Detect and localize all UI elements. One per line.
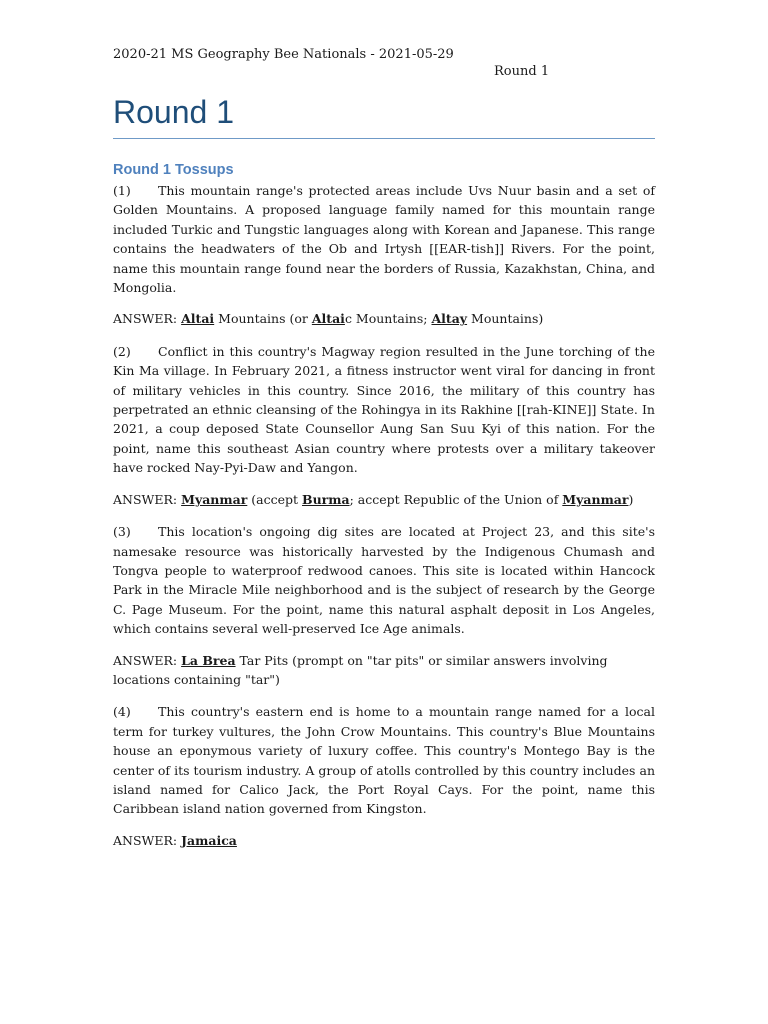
question-1 bbox=[113, 181, 655, 297]
header-event-date: 2020-21 MS Geography Bee Nationals - 2021-05-29 bbox=[113, 47, 454, 62]
question-4 bbox=[113, 702, 655, 818]
answer-note: Mountains) bbox=[467, 311, 544, 327]
answer-note: (accept bbox=[247, 491, 303, 507]
question-number: (4) bbox=[113, 704, 131, 720]
answer-3 bbox=[113, 651, 655, 690]
answer-required-part: Altay bbox=[431, 311, 468, 327]
answer-label: ANSWER: bbox=[113, 832, 182, 848]
answer-note: ; accept Republic of the Union of bbox=[349, 491, 563, 507]
answer-label: ANSWER: bbox=[113, 311, 182, 327]
answer-note: c Mountains; bbox=[344, 311, 432, 327]
header-round: Round 1 bbox=[494, 64, 550, 79]
question-number: (3) bbox=[113, 524, 131, 540]
question-text: This country's eastern end is home to a mountain range named for a local term for turkey vultures, the John Crow Mountains. This country's Blue Mountains house an eponymous variety of luxury coffee. This country's Montego Bay is the center of its tourism industry. A group of atolls controlled by this country includes an island named for Calico Jack, the Port Royal Cays. For the point, name this Caribbean island nation governed from Kingston. bbox=[113, 704, 655, 817]
title-divider bbox=[113, 138, 655, 139]
answer-note: Mountains (or bbox=[214, 311, 312, 327]
question-number: (2) bbox=[113, 343, 131, 359]
question-3 bbox=[113, 522, 655, 638]
answer-note: Tar Pits (prompt on "tar pits" or similar answers involving locations containing "tar") bbox=[113, 652, 608, 687]
answer-required-part: Burma bbox=[302, 491, 350, 507]
answer-label: ANSWER: bbox=[113, 652, 182, 668]
answer-2 bbox=[113, 490, 655, 509]
question-text: This location's ongoing dig sites are located at Project 23, and this site's namesake resource was historically harvested by the Indigenous Chumash and Tongva people to waterproof redwood canoes. This site is located within Hancock Park in the Miracle Mile neighborhood and is the subject of research by the George C. Page Museum. For the point, name this natural asphalt deposit in Los Angeles, which contains several well-preserved Ice Age animals. bbox=[113, 524, 655, 637]
page-title: Round 1 bbox=[113, 94, 234, 130]
question-2 bbox=[113, 342, 655, 478]
questions-container bbox=[113, 181, 655, 863]
answer-required-part: Jamaica bbox=[181, 832, 237, 848]
answer-4 bbox=[113, 831, 655, 850]
answer-required-part: Altai bbox=[311, 311, 345, 327]
answer-note: ) bbox=[628, 491, 634, 507]
question-text: Conflict in this country's Magway region resulted in the June torching of the Kin Ma village. In February 2021, a fitness instructor went viral for dancing in front of military vehicles in this country. Since 2016, the military of this country has perpetrated an ethnic cleansing of the Rohingya in its Rakhine [[rah-KINE]] State. In 2021, a coup deposed State Counsellor Aung San Suu Kyi of this nation. For the point, name this southeast Asian country where protests over a military takeover have rocked Nay-Pyi-Daw and Yangon. bbox=[113, 343, 655, 476]
answer-required-part: La Brea bbox=[181, 652, 236, 668]
answer-label: ANSWER: bbox=[113, 491, 182, 507]
answer-required-part: Altai bbox=[181, 311, 215, 327]
section-heading: Round 1 Tossups bbox=[113, 162, 234, 178]
answer-required-part: Myanmar bbox=[181, 491, 248, 507]
question-number: (1) bbox=[113, 183, 131, 198]
question-text: This mountain range's protected areas include Uvs Nuur basin and a set of Golden Mountains. A proposed language family named for this mountain range included Turkic and Tungstic languages along with Korean and Japanese. This range contains the headwaters of the Ob and Irtysh [[EAR-tish]] Rivers. For the point, name this mountain range found near the borders of Russia, Kazakhstan, China, and Mongolia. bbox=[113, 183, 655, 296]
answer-required-part: Myanmar bbox=[562, 491, 629, 507]
answer-1 bbox=[113, 309, 655, 328]
